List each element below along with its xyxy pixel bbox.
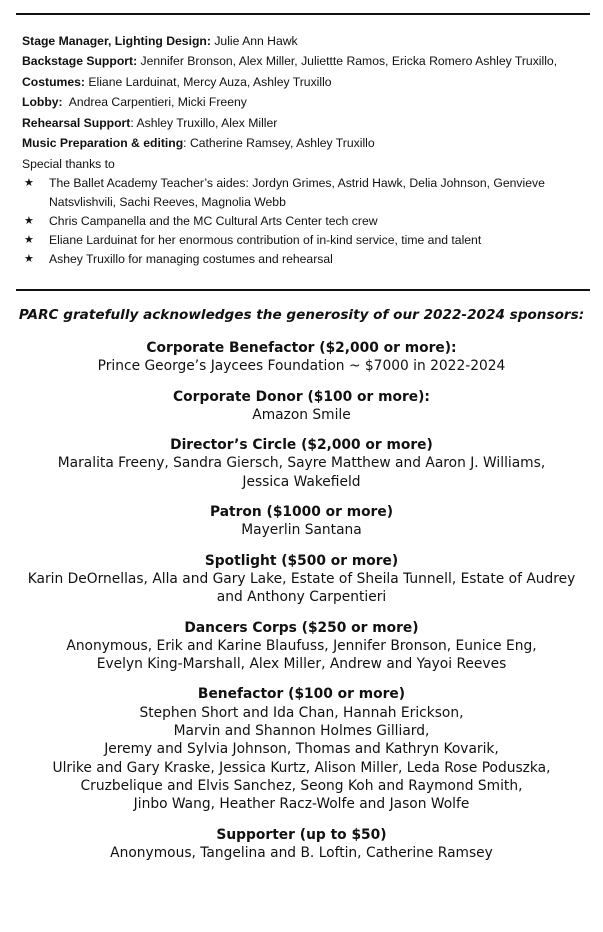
star-icon: ★	[24, 233, 34, 246]
sponsor-group-names	[0, 357, 603, 375]
list-item	[22, 212, 592, 231]
star-icon: ★	[24, 214, 34, 227]
sponsor-line: Marvin and Shannon Holmes Gilliard,	[173, 723, 430, 740]
credit-role: Stage Manager, Lighting Design:	[22, 34, 211, 48]
credit-lobby	[22, 92, 592, 112]
sponsor-group-benefactor	[0, 685, 603, 813]
sponsor-group-corporate-donor	[0, 388, 603, 425]
list-item-text: Chris Campanella and the MC Cultural Arts Center tech crew	[49, 213, 378, 228]
sponsor-line: Jessica Wakefield	[242, 473, 361, 490]
sponsor-line: Anonymous, Tangelina and B. Loftin, Catherine Ramsey	[110, 844, 493, 861]
star-icon: ★	[24, 252, 34, 265]
sponsor-group-title: Supporter (up to $50)	[216, 826, 387, 843]
top-divider	[16, 13, 590, 15]
credit-music-preparation	[22, 133, 592, 153]
sponsor-group-names	[0, 454, 603, 491]
special-thanks-list	[22, 174, 592, 268]
sponsor-group-names	[0, 704, 603, 814]
credit-names: Jennifer Bronson, Alex Miller, Juliettte Ramos, Ericka Romero Ashley Truxillo,	[137, 54, 558, 69]
sponsors-section	[0, 306, 603, 874]
list-item	[22, 250, 592, 269]
star-icon: ★	[24, 177, 34, 190]
sponsor-line: Anonymous, Erik and Karine Blaufuss, Jennifer Bronson, Eunice Eng,	[66, 637, 537, 654]
sponsor-group-title: Benefactor ($100 or more)	[197, 686, 406, 703]
sponsor-group-title: Corporate Benefactor ($2,000 or more):	[146, 340, 457, 356]
list-item-text: The Ballet Academy Teacher’s aides: Jordyn Grimes, Astrid Hawk, Delia Johnson, Genvieve Natsvlishvili, Sachi Reeves, Magnolia Webb	[49, 176, 545, 209]
sponsor-line: Amazon Smile	[252, 406, 351, 423]
list-item	[22, 174, 592, 211]
sponsor-group-title: Patron ($1000 or more)	[209, 504, 394, 521]
sponsor-line: Prince George’s Jaycees Foundation ~ $7000 in 2022-2024	[97, 358, 506, 375]
credit-names: Eliane Larduinat, Mercy Auza, Ashley Truxillo	[84, 74, 332, 89]
credit-costumes	[22, 72, 592, 92]
sponsor-line: Cruzbelique and Elvis Sanchez, Seong Koh and Raymond Smith,	[80, 777, 523, 794]
sponsor-line: Jeremy and Sylvia Johnson, Thomas and Kathryn Kovarik,	[104, 741, 499, 758]
sponsor-line: Evelyn King-Marshall, Alex Miller, Andrew and Yayoi Reeves	[96, 656, 507, 673]
sponsor-group-names	[0, 570, 603, 607]
sponsor-group-directors-circle	[0, 436, 603, 491]
sponsor-group-title: Director’s Circle ($2,000 or more)	[170, 437, 433, 454]
list-item	[22, 231, 592, 250]
section-divider	[16, 289, 590, 291]
credit-backstage-support	[22, 51, 592, 71]
sponsor-group-dancers-corps	[0, 619, 603, 674]
sponsor-group-corporate-benefactor	[0, 339, 603, 376]
special-thanks-title: Special thanks to	[22, 157, 115, 172]
sponsor-group-title: Dancers Corps ($250 or more)	[184, 619, 419, 636]
credit-stage-manager	[22, 31, 592, 51]
production-credits	[22, 31, 592, 269]
sponsor-group-names	[0, 521, 603, 539]
sponsor-group-names	[0, 844, 603, 862]
sponsor-line: Ulrike and Gary Kraske, Jessica Kurtz, Alison Miller, Leda Rose Poduszka,	[52, 759, 551, 776]
sponsor-group-patron	[0, 503, 603, 540]
sponsor-line: Maralita Freeny, Sandra Giersch, Sayre Matthew and Aaron J. Williams,	[57, 455, 546, 472]
sponsor-group-names	[0, 406, 603, 424]
credit-names: Julie Ann Hawk	[210, 34, 298, 48]
sponsor-group-title: Corporate Donor ($100 or more):	[173, 388, 430, 405]
credit-names: : Ashley Truxillo, Alex Miller	[130, 115, 278, 130]
credit-role: Backstage Support:	[22, 54, 138, 69]
credit-role: Lobby:	[22, 95, 63, 110]
sponsor-line: Jinbo Wang, Heather Racz-Wolfe and Jason Wolfe	[133, 796, 470, 813]
credit-role: Costumes:	[22, 74, 85, 89]
credit-names: Andrea Carpentieri, Micki Freeny	[62, 95, 247, 110]
sponsor-line: Karin DeOrnellas, Alla and Gary Lake, Estate of Sheila Tunnell, Estate of Audrey	[27, 570, 576, 587]
sponsor-group-spotlight	[0, 552, 603, 607]
sponsor-group-title: Spotlight ($500 or more)	[204, 552, 399, 569]
credit-names: : Catherine Ramsey, Ashley Truxillo	[183, 136, 375, 151]
credit-role: Music Preparation & editing	[22, 136, 184, 151]
list-item-text: Ashey Truxillo for managing costumes and rehearsal	[49, 251, 333, 266]
sponsor-group-names	[0, 637, 603, 674]
credit-role: Rehearsal Support	[22, 115, 131, 130]
special-thanks	[22, 155, 592, 268]
sponsor-line: and Anthony Carpentieri	[216, 589, 387, 606]
credit-rehearsal-support	[22, 113, 592, 133]
sponsor-line: Stephen Short and Ida Chan, Hannah Erickson,	[139, 704, 464, 721]
sponsor-line: Mayerlin Santana	[241, 522, 362, 539]
sponsor-group-supporter	[0, 826, 603, 863]
list-item-text: Eliane Larduinat for her enormous contribution of in-kind service, time and talent	[49, 232, 482, 247]
acknowledgement-heading: PARC gratefully acknowledges the generosity of our 2022-2024 sponsors:	[18, 307, 585, 323]
